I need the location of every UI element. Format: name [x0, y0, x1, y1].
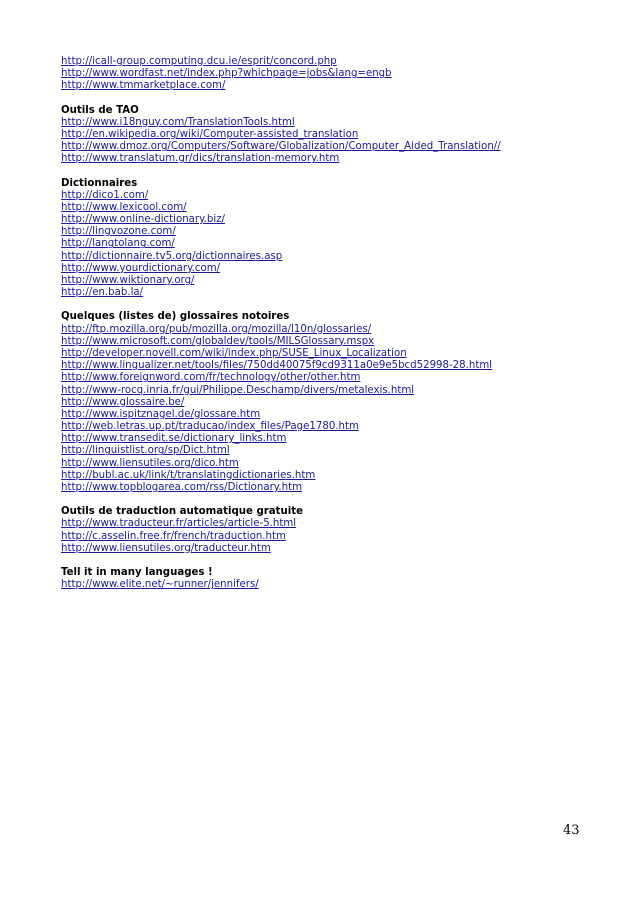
link[interactable]: http://www.microsoft.com/globaldev/tools/MILSGlossary.mspx [61, 335, 375, 347]
link[interactable]: http://www.liensutiles.org/dico.htm [61, 457, 239, 469]
link[interactable]: http://en.wikipedia.org/wiki/Computer-assisted_translation [61, 128, 359, 140]
link[interactable]: http://c.asselin.free.fr/french/traduction.htm [61, 530, 286, 542]
link[interactable]: http://ftp.mozilla.org/pub/mozilla.org/mozilla/l10n/glossaries/ [61, 323, 372, 335]
link-group-dictionnaires [61, 178, 621, 300]
link[interactable]: http://www.i18nguy.com/TranslationTools.html [61, 116, 295, 128]
link[interactable]: http://www.dmoz.org/Computers/Software/Globalization/Computer_Aided_Translation// [61, 141, 501, 153]
link[interactable]: http://dico1.com/ [61, 189, 149, 201]
section-heading: Outils de traduction automatique gratuite [61, 506, 304, 518]
page-number: 43 [563, 823, 580, 838]
link[interactable]: http://www.tmmarketplace.com/ [61, 80, 226, 92]
section-heading: Tell it in many languages ! [61, 566, 213, 578]
section-heading: Quelques (listes de) glossaires notoires [61, 311, 290, 323]
link[interactable]: http://dictionnaire.tv5.org/dictionnaires.asp [61, 250, 283, 262]
document-body [61, 56, 621, 591]
link[interactable]: http://web.letras.up.pt/traducao/index_files/Page1780.htm [61, 421, 359, 433]
link[interactable]: http://www.foreignword.com/fr/technology/other/other.htm [61, 372, 361, 384]
link[interactable]: http://en.bab.la/ [61, 287, 144, 299]
link[interactable]: http://www-rocq.inria.fr/gui/Philippe.Deschamp/divers/metalexis.html [61, 384, 415, 396]
link[interactable]: http://www.ispitznagel.de/glossare.htm [61, 408, 261, 420]
link[interactable]: http://langtolang.com/ [61, 238, 175, 250]
link[interactable]: http://www.translatum.gr/dics/translation-memory.htm [61, 153, 340, 165]
link-group-intro [61, 56, 621, 93]
section-heading: Outils de TAO [61, 104, 139, 116]
link[interactable]: http://www.wiktionary.org/ [61, 275, 195, 286]
link[interactable]: http://bubl.ac.uk/link/t/translatingdictionaries.htm [61, 469, 316, 481]
link[interactable]: http://www.lexicool.com/ [61, 201, 187, 213]
link[interactable]: http://www.wordfast.net/index.php?whichpage=jobs&lang=engb [61, 68, 392, 80]
link[interactable]: http://icall-group.computing.dcu.ie/esprit/concord.php [61, 56, 337, 67]
link[interactable]: http://www.lingualizer.net/tools/files/750dd40075f9cd9311a0e9e5bcd52998-28.html [61, 360, 493, 372]
link[interactable]: http://www.topblogarea.com/rss/Dictionary.htm [61, 482, 302, 493]
link-group-traduction-automatique [61, 506, 621, 555]
link[interactable]: http://www.traducteur.fr/articles/article-5.html [61, 518, 297, 530]
link[interactable]: http://www.transedit.se/dictionary_links.htm [61, 433, 287, 445]
link[interactable]: http://www.liensutiles.org/traducteur.htm [61, 542, 271, 554]
link[interactable]: http://linguistlist.org/sp/Dict.html [61, 445, 230, 457]
link[interactable]: http://lingvozone.com/ [61, 226, 176, 238]
link-group-glossaires [61, 311, 621, 494]
link-group-tao [61, 105, 621, 166]
link[interactable]: http://developer.novell.com/wiki/index.php/SUSE_Linux_Localization [61, 347, 407, 359]
link[interactable]: http://www.online-dictionary.biz/ [61, 214, 225, 226]
section-heading: Dictionnaires [61, 177, 138, 189]
link[interactable]: http://www.yourdictionary.com/ [61, 262, 221, 274]
link[interactable]: http://www.elite.net/~runner/jennifers/ [61, 579, 259, 591]
link[interactable]: http://www.glossaire.be/ [61, 396, 185, 408]
link-group-many-languages [61, 567, 621, 591]
